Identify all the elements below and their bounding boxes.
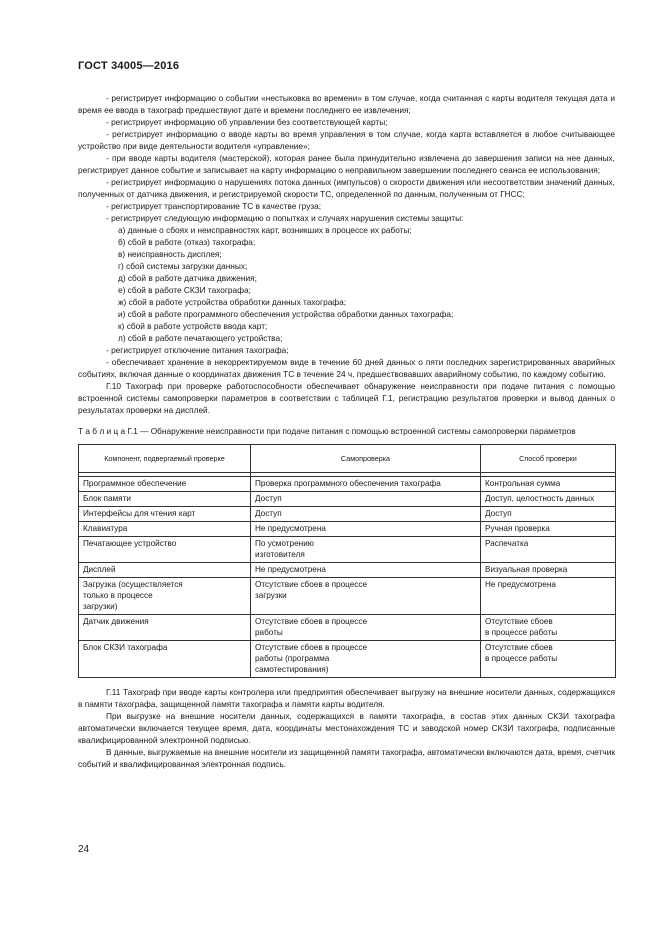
document-header: ГОСТ 34005—2016: [78, 60, 180, 72]
table-cell: Печатающее устройство: [79, 537, 251, 563]
table-cell: Доступ: [251, 492, 481, 507]
paragraph: г) сбой системы загрузки данных;: [118, 261, 248, 271]
paragraph: д) сбой в работе датчика движения;: [118, 273, 257, 283]
table-cell: Не предусмотрена: [481, 578, 616, 615]
paragraph: - регистрирует информацию о нарушениях потока данных (импульсов) о скорости движения или несоответствии значений данных, полученных от датчика движения, и регистрируемой скорости ТС, определенной по данным, полученным от ГНСС;: [78, 177, 615, 199]
paragraph: и) сбой в работе программного обеспечения устройства обработки данных тахографа;: [118, 309, 454, 319]
table-row: [79, 477, 616, 492]
table-row: [79, 537, 616, 563]
table-row: [79, 563, 616, 578]
table-cell: Проверка программного обеспечения тахографа: [251, 477, 481, 492]
paragraph: - регистрирует транспортирование ТС в качестве груза;: [106, 201, 322, 211]
paragraph: ж) сбой в работе устройства обработки данных тахографа;: [118, 297, 347, 307]
paragraphs-bottom: [78, 686, 615, 770]
table-cell: Датчик движения: [79, 615, 251, 641]
table-cell: Клавиатура: [79, 522, 251, 537]
paragraph: - при вводе карты водителя (мастерской), которая ранее была принудительно извлечена до завершения записи на нее данных, регистрирует данное событие и записывает на карту информацию о неправильном завершении последнего сеанса ее использования;: [78, 153, 615, 175]
paragraph: - регистрирует отключение питания тахографа;: [106, 345, 289, 355]
table-cell: Не предусмотрена: [251, 522, 481, 537]
table-cell: Интерфейсы для чтения карт: [79, 507, 251, 522]
table-row: [79, 492, 616, 507]
header-component: Компонент, подвергаемый проверке: [79, 445, 251, 473]
table-cell: Загрузка (осуществляется только в процессе загрузки): [79, 578, 251, 615]
page-content: [78, 92, 615, 770]
paragraphs-top: [78, 92, 615, 416]
paragraph: При выгрузке на внешние носители данных, содержащихся в памяти тахографа, в состав этих данных СКЗИ тахографа автоматически включается текущее время, дата, координаты местонахождения ТС и заводской номер СКЗИ тахографа, подписанные квалифицированной электронной подписью.: [78, 711, 615, 745]
table-header-row: [79, 445, 616, 473]
table-cell: Доступ: [481, 507, 616, 522]
table-cell: Отсутствие сбоев в процессе работы (программа самотестирования): [251, 641, 481, 678]
table-cell: Доступ, целостность данных: [481, 492, 616, 507]
header-method: Способ проверки: [481, 445, 616, 473]
table-cell: Отсутствие сбоев в процессе работы: [251, 615, 481, 641]
table-caption-text: Г.1 — Обнаружение неисправности при подаче питания с помощью встроенной системы самопроверки параметров: [125, 426, 576, 436]
paragraph: - регистрирует информацию о событии «нестыковка во времени» в том случае, когда считанная с карты водителя текущая дата и время ее ввода в тахограф предшествуют дате и времени последнего ее извлечения;: [78, 93, 615, 115]
table-cell: Отсутствие сбоев в процессе работы: [481, 615, 616, 641]
table-caption-prefix: Т а б л и ц а: [78, 426, 126, 436]
table-cell: Дисплей: [79, 563, 251, 578]
self-test-table: [78, 444, 616, 678]
table-cell: Распечатка: [481, 537, 616, 563]
header-selftest: Самопроверка: [251, 445, 481, 473]
paragraph: а) данные о сбоях и неисправностях карт, возникших в процессе их работы;: [118, 225, 412, 235]
paragraph: - регистрирует информацию об управлении без соответствующей карты;: [106, 117, 388, 127]
paragraph: в) неисправность дисплея;: [118, 249, 222, 259]
table-cell: Блок памяти: [79, 492, 251, 507]
paragraph: В данные, выгружаемые на внешние носители из защищенной памяти тахографа, автоматически включаются дата, время, счетчик событий и квалифицированная электронная подпись.: [78, 747, 615, 769]
paragraph: - регистрирует информацию о вводе карты во время управления в том случае, когда карта вставляется в любое считывающее устройство при виде деятельности водителя «управление»;: [78, 129, 615, 151]
paragraph: е) сбой в работе СКЗИ тахографа;: [118, 285, 251, 295]
table-cell: Отсутствие сбоев в процессе работы: [481, 641, 616, 678]
table-cell: Отсутствие сбоев в процессе загрузки: [251, 578, 481, 615]
table-row: [79, 507, 616, 522]
paragraph: - обеспечивает хранение в некорректируемом виде в течение 60 дней данных о пяти последних зарегистрированных аварийных событиях, включая данные о координатах движения ТС в течение 24 ч, предшествовавших аварийному событию, по каждому событию.: [78, 357, 615, 379]
table-cell: Блок СКЗИ тахографа: [79, 641, 251, 678]
table-row: [79, 615, 616, 641]
page-number: 24: [78, 844, 90, 855]
table-cell: Контрольная сумма: [481, 477, 616, 492]
table-cell: Не предусмотрена: [251, 563, 481, 578]
table-caption: [78, 425, 615, 437]
table-row: [79, 578, 616, 615]
paragraph: Г.10 Тахограф при проверке работоспособности обеспечивает обнаружение неисправности при подаче питания с помощью встроенной системы самопроверки параметров в соответствии с таблицей Г.1, регистрацию результатов проверки и вывод данных о результатах проверки на дисплей.: [78, 381, 615, 415]
table-row: [79, 641, 616, 678]
table-cell: Программное обеспечение: [79, 477, 251, 492]
table-body: [79, 473, 616, 678]
table-cell: По усмотрению изготовителя: [251, 537, 481, 563]
table-cell: Доступ: [251, 507, 481, 522]
paragraph: б) сбой в работе (отказ) тахографа;: [118, 237, 256, 247]
paragraph: - регистрирует следующую информацию о попытках и случаях нарушения системы защиты:: [106, 213, 464, 223]
table-cell: Ручная проверка: [481, 522, 616, 537]
table-cell: Визуальная проверка: [481, 563, 616, 578]
paragraph: Г.11 Тахограф при вводе карты контролера или предприятия обеспечивает выгрузку на внешние носители данных, содержащихся в памяти тахографа, защищенной памяти тахографа и памяти карты водителя.: [78, 687, 615, 709]
paragraph: к) сбой в работе устройств ввода карт;: [118, 321, 268, 331]
table-row: [79, 522, 616, 537]
paragraph: л) сбой в работе печатающего устройства;: [118, 333, 283, 343]
